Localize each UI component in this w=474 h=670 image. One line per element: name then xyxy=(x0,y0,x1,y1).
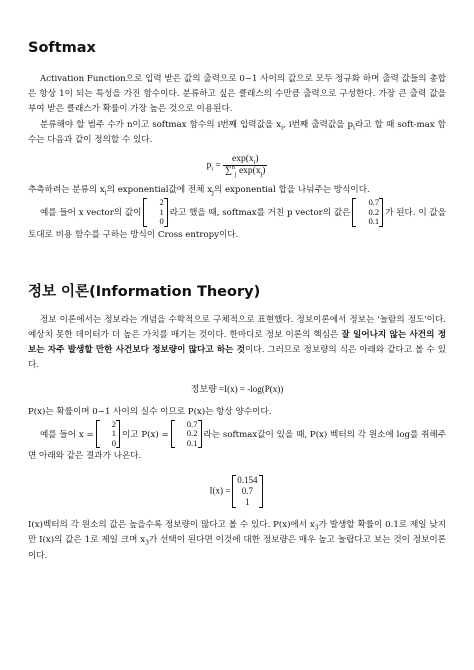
information-equation: 정보량 =I(x) = -log(P(x)) xyxy=(190,383,284,394)
softmax-paragraph-4: 예를 들어 x vector의 값이 2 1 0 라고 했을 때, softmax를 거친 p vector의 값은 0.7 0.2 0.1 가 된다. 이 값을 토대로 비용 함수를 구하는 방식이 Cross entropy이다. xyxy=(28,197,446,240)
info-paragraph-1: 정보 이론에서는 정보라는 개념을 수학적으로 구체적으로 표현했다. 정보이론에서 정보는 '놀람의 정도'이다. 예상치 못한 데이터가 더 높은 가치를 매기는 것이다. 한마디로 정보 이론의 핵심은 잘 일어나지 않는 사건의 정보는 자주 발생할 만한 사건보다 정보량이 많다고 하는 것이다. 그러므로 정보량의 식은 아래와 같다고 볼 수 있다. xyxy=(28,314,447,371)
i-vector: 0.154 0.7 1 xyxy=(232,475,262,508)
info-paragraph-3: 예를 들어 x = 2 1 0 이고 P(x) = 0.7 0.2 0.1 라는 softmax값이 있을 때, P(x) 벡터의 각 원소에 log를 취해주면 아래와 같은 결과가 나온다. xyxy=(28,418,447,462)
p-vector: 0.7 0.2 0.1 xyxy=(352,198,383,227)
softmax-heading: Softmax xyxy=(28,40,96,56)
softmax-paragraph-2: 분류해야 할 범주 수가 n이고 softmax 함수의 i번째 입력값을 $x_i$, i번째 출력값을 $p_i$라고 할 때 soft-max 함수는 다음과 같이 정의할 수 있다. xyxy=(28,119,446,145)
info-paragraph-2: P(x)는 확률이며 0~1 사이의 실수 이므로 P(x)는 항상 양수이다. xyxy=(28,406,272,417)
x-vector-2: 2 1 0 xyxy=(96,420,120,449)
softmax-paragraph-3: 추측하려는 분류의 $x_i$의 exponential값에 전체 $x_j$의 exponential 합을 나눠주는 방식이다. xyxy=(28,185,370,197)
softmax-equation: $p_i$ = $\frac{\exp(x_i)}{\sum^n_j \exp(x_j)}$ xyxy=(206,154,266,178)
info-paragraph-4: I(x)벡터의 각 원소의 값은 높을수록 정보량이 많다고 볼 수 있다. P(x)에서 $x_3$가 발생할 확률이 0.1로 제일 낮지만 I(x)의 값은 1로 제일 크며 $x_3$가 선택이 된다면 이것에 대한 정보량은 매우 높고 놀랍다고 보는 것이 정보이론이다. xyxy=(28,520,446,561)
p-vector-2: 0.7 0.2 0.1 xyxy=(171,420,202,449)
x-vector: 2 1 0 xyxy=(143,198,167,227)
info-theory-heading: 정보 이론(Information Theory) xyxy=(28,283,261,300)
softmax-paragraph-1: Activation Function으로 입력 받은 값의 출력으로 0~1 사이의 값으로 모두 정규화 하며 출력 값들의 총합은 항상 1이 되는 특성을 가진 함수이다. 분류하고 싶은 클래스의 수만큼 출력으로 구성한다. 가장 큰 출력 값을 부여 받은 클래스가 확률이 가장 높은 것으로 이용된다. xyxy=(28,74,446,115)
information-vector-equation: I(x) = 0.154 0.7 1 xyxy=(28,475,446,508)
